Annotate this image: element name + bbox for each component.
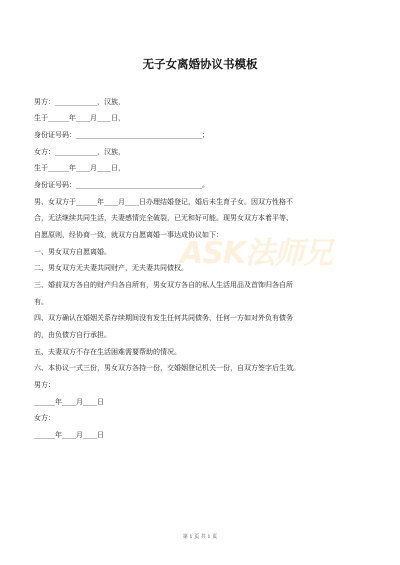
body-line: ______年____月____日 bbox=[34, 431, 104, 439]
body-line: ______年____月____日 bbox=[34, 398, 104, 406]
body-line: 生于______年____月____日， bbox=[34, 164, 125, 172]
page-footer: 第 1 页 共 1 页 bbox=[182, 534, 218, 540]
document-title: 无子女离婚协议书模板 bbox=[142, 57, 258, 71]
body-line: 男方：____________，汉族， bbox=[34, 98, 125, 106]
body-line: 女方： bbox=[34, 414, 55, 422]
body-line: 女方：____________，汉族， bbox=[34, 148, 125, 156]
body-line: 三、婚前双方各自的财产归各自所有，男女双方各自的私人生活用品及首饰归各自所 bbox=[34, 281, 293, 289]
body-line: 男、女双方于______年____月____日办理结婚登记，婚后未生育子女。因双方性格不 bbox=[34, 198, 293, 206]
body-line: 的，由负债方自行承担。 bbox=[34, 331, 111, 339]
body-line: 身份证号码：____________________________________； bbox=[34, 131, 209, 139]
body-line: 有。 bbox=[34, 298, 48, 306]
body-line: 六、本协议一式三份，男女双方各持一份，交婚姻登记机关一份，自双方签字后生效。 bbox=[34, 364, 300, 372]
body-line: 自愿原则，经协商一致，就双方自愿离婚一事达成协议如下： bbox=[34, 231, 223, 239]
body-line: 五、夫妻双方不存在生活困难需要帮助的情况。 bbox=[34, 348, 181, 356]
body-line: 二、男女双方无夫妻共同财产，无夫妻共同债权。 bbox=[34, 264, 188, 272]
body-line: 一、男女双方自愿离婚。 bbox=[34, 248, 111, 256]
body-line: 合，无法继续共同生活，夫妻感情完全破裂，已无和好可能。现男女双方本着平等、 bbox=[34, 214, 293, 222]
body-line: 男方： bbox=[34, 381, 55, 389]
body-line: 生于______年____月____日， bbox=[34, 114, 125, 122]
body-line: 身份证号码：____________________________________。 bbox=[34, 181, 209, 189]
body-line: 四、双方确认在婚姻关系存续期间没有发生任何共同债务，任何一方如对外负有债务 bbox=[34, 314, 293, 322]
watermark-logo: ASK法师兄 bbox=[180, 236, 333, 271]
